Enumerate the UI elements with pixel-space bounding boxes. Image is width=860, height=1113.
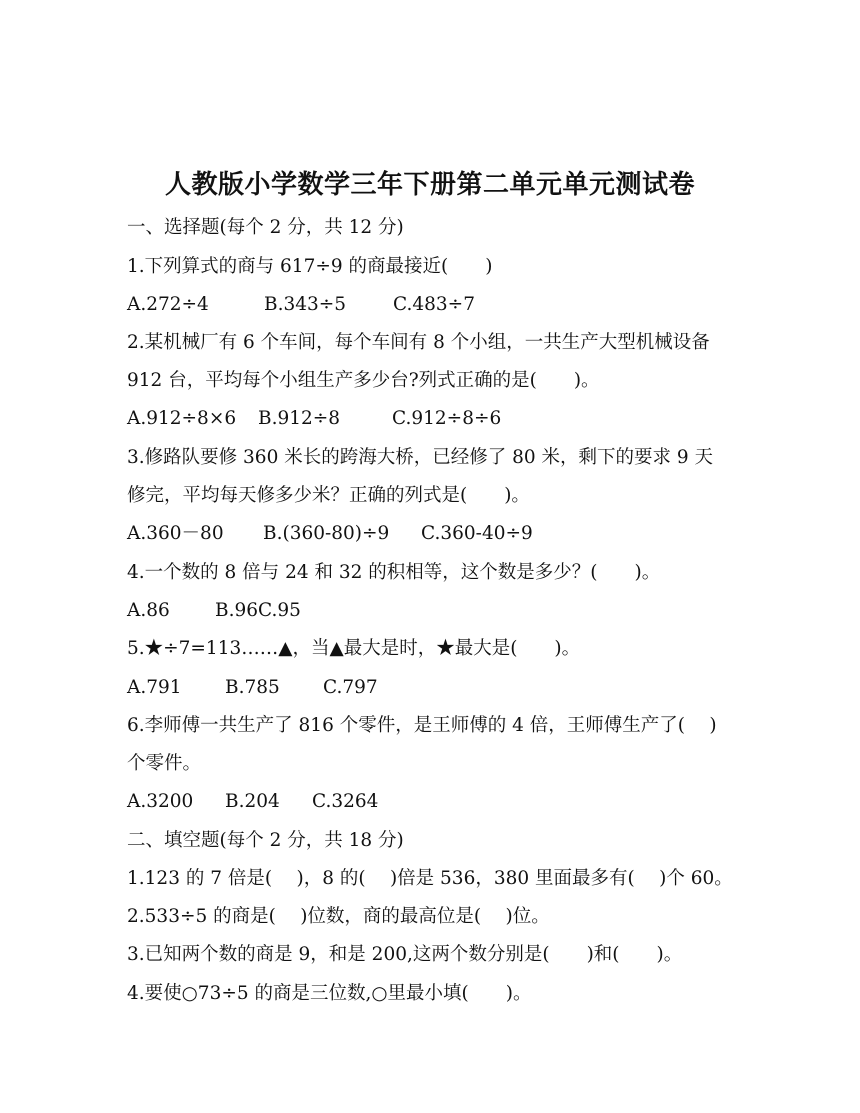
question-1-1-options (127, 293, 475, 317)
option-b: B.912÷8 (258, 408, 341, 429)
option-a: A.86 (127, 600, 170, 621)
option-b: B.343÷5 (264, 294, 347, 315)
question-1-4: 4.一个数的 8 倍与 24 和 32 的积相等，这个数是多少？( )。 (127, 562, 661, 583)
question-1-6-line2: 个零件。 (127, 753, 202, 774)
question-1-6-options (127, 790, 378, 814)
option-c: C.3264 (312, 791, 379, 812)
question-2-4: 4.要使○73÷5 的商是三位数,○里最小填( )。 (127, 983, 532, 1004)
option-b: B.(360-80)÷9 (263, 523, 390, 544)
question-2-2: 2.533÷5 的商是( )位数，商的最高位是( )位。 (127, 906, 550, 927)
question-1-5-options (127, 676, 378, 700)
option-c: C.797 (323, 677, 378, 698)
option-c: C.360-40÷9 (421, 523, 533, 544)
section-1-heading: 一、选择题(每个 2 分，共 12 分) (127, 217, 404, 238)
question-1-3-options (127, 522, 533, 546)
question-1-2-options (127, 407, 501, 431)
option-c: C.912÷8÷6 (392, 408, 502, 429)
question-1-5: 5.★÷7=113……▲，当▲最大是时，★最大是( )。 (127, 638, 581, 659)
question-1-6-line1: 6.李师傅一共生产了 816 个零件，是王师傅的 4 倍，王师傅生产了( ) (127, 715, 717, 736)
question-2-3: 3.已知两个数的商是 9，和是 200,这两个数分别是( )和( )。 (127, 944, 683, 965)
option-b: B.785 (225, 677, 280, 698)
option-a: A.272÷4 (127, 294, 209, 315)
question-1-3-line2: 修完，平均每天修多少米？正确的列式是( )。 (127, 485, 530, 506)
option-c: C.483÷7 (393, 294, 475, 315)
question-1-2-line2: 912 台，平均每个小组生产多少台?列式正确的是( )。 (127, 370, 600, 391)
option-a: A.912÷8×6 (127, 408, 237, 429)
option-a: A.360－80 (127, 523, 224, 544)
option-b: B.204 (225, 791, 280, 812)
option-a: A.3200 (127, 791, 194, 812)
section-2-heading: 二、填空题(每个 2 分，共 18 分) (127, 830, 404, 851)
question-2-1: 1.123 的 7 倍是( )，8 的( )倍是 536，380 里面最多有( )个 60。 (127, 868, 733, 889)
question-1-2-line1: 2.某机械厂有 6 个车间，每个车间有 8 个小组，一共生产大型机械设备 (127, 332, 710, 353)
option-b-c: B.96C.95 (215, 600, 301, 621)
page-title: 人教版小学数学三年下册第二单元单元测试卷 (164, 170, 695, 200)
option-a: A.791 (127, 677, 182, 698)
question-1-4-options (127, 599, 301, 623)
question-1-3-line1: 3.修路队要修 360 米长的跨海大桥，已经修了 80 米，剩下的要求 9 天 (127, 447, 714, 468)
question-1-1: 1.下列算式的商与 617÷9 的商最接近( ) (127, 256, 493, 277)
